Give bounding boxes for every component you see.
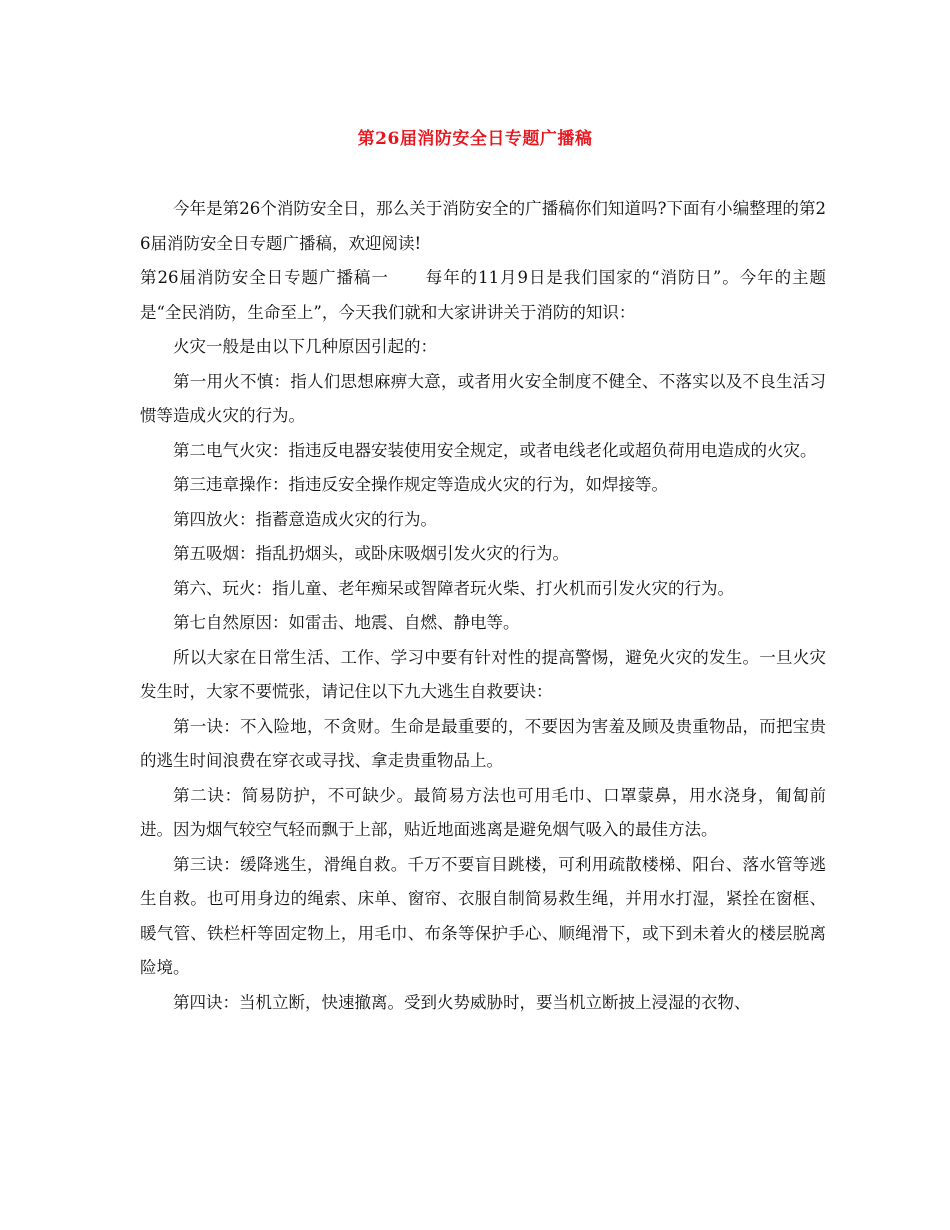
paragraph-cause-2: 第二电气火灾：指违反电器安装使用安全规定，或者电线老化或超负荷用电造成的火灾。 bbox=[173, 440, 817, 460]
paragraph-intro: 今年是第26个消防安全日，那么关于消防安全的广播稿你们知道吗?下面有小编整理的第26届消防安全日专题广播稿，欢迎阅读! bbox=[140, 199, 826, 253]
paragraph-cause-7: 第七自然原因：如雷击、地震、自燃、静电等。 bbox=[173, 613, 520, 632]
paragraph-tip-2: 第二诀：简易防护，不可缺少。最简易方法也可用毛巾、口罩蒙鼻，用水浇身，匍匐前进。因为烟气较空气轻而飘于上部，贴近地面逃离是避免烟气吸入的最佳方法。 bbox=[140, 785, 826, 839]
section-heading: 第26届消防安全日专题广播稿一 bbox=[140, 268, 389, 287]
paragraph-tip-1: 第一诀：不入险地，不贪财。生命是最重要的，不要因为害羞及顾及贵重物品，而把宝贵的逃生时间浪费在穿衣或寻找、拿走贵重物品上。 bbox=[140, 716, 826, 770]
document-body bbox=[140, 192, 826, 1020]
paragraph-tip-3: 第三诀：缓降逃生，滑绳自救。千万不要盲目跳楼，可利用疏散楼梯、阳台、落水管等逃生自救。也可用身边的绳索、床单、窗帘、衣服自制简易救生绳，并用水打湿，紧拴在窗框、暖气管、铁栏杆等固定物上，用毛巾、布条等保护手心、顺绳滑下，或下到未着火的楼层脱离险境。 bbox=[140, 854, 826, 977]
paragraph-cause-6: 第六、玩火：指儿童、老年痴呆或智障者玩火柴、打火机而引发火灾的行为。 bbox=[173, 578, 734, 598]
paragraph-cause-1: 第一用火不慎：指人们思想麻痹大意，或者用火安全制度不健全、不落实以及不良生活习惯等造成火灾的行为。 bbox=[140, 371, 826, 425]
paragraph-escape-intro: 所以大家在日常生活、工作、学习中要有针对性的提高警惕，避免火灾的发生。一旦火灾发生时，大家不要慌张，请记住以下九大逃生自救要诀： bbox=[140, 647, 826, 701]
paragraph-cause-4: 第四放火：指蓄意造成火灾的行为。 bbox=[173, 509, 437, 529]
paragraph-tip-4: 第四诀：当机立断，快速撤离。受到火势威胁时，要当机立断披上浸湿的衣物、 bbox=[173, 992, 751, 1012]
paragraph-causes-intro: 火灾一般是由以下几种原因引起的： bbox=[173, 337, 437, 356]
paragraph-cause-3: 第三违章操作：指违反安全操作规定等造成火灾的行为，如焊接等。 bbox=[173, 475, 668, 494]
paragraph-cause-5: 第五吸烟：指乱扔烟头，或卧床吸烟引发火灾的行为。 bbox=[173, 544, 569, 563]
section-heading-tail: 每年的11月9日是我们国家的“消防日”。今年的主题是“全民消防，生命至上”，今天我们就和大家讲讲关于消防的知识： bbox=[140, 268, 826, 322]
paragraph-heading-line bbox=[140, 261, 826, 330]
document-title: 第26届消防安全日专题广播稿 bbox=[357, 129, 593, 149]
